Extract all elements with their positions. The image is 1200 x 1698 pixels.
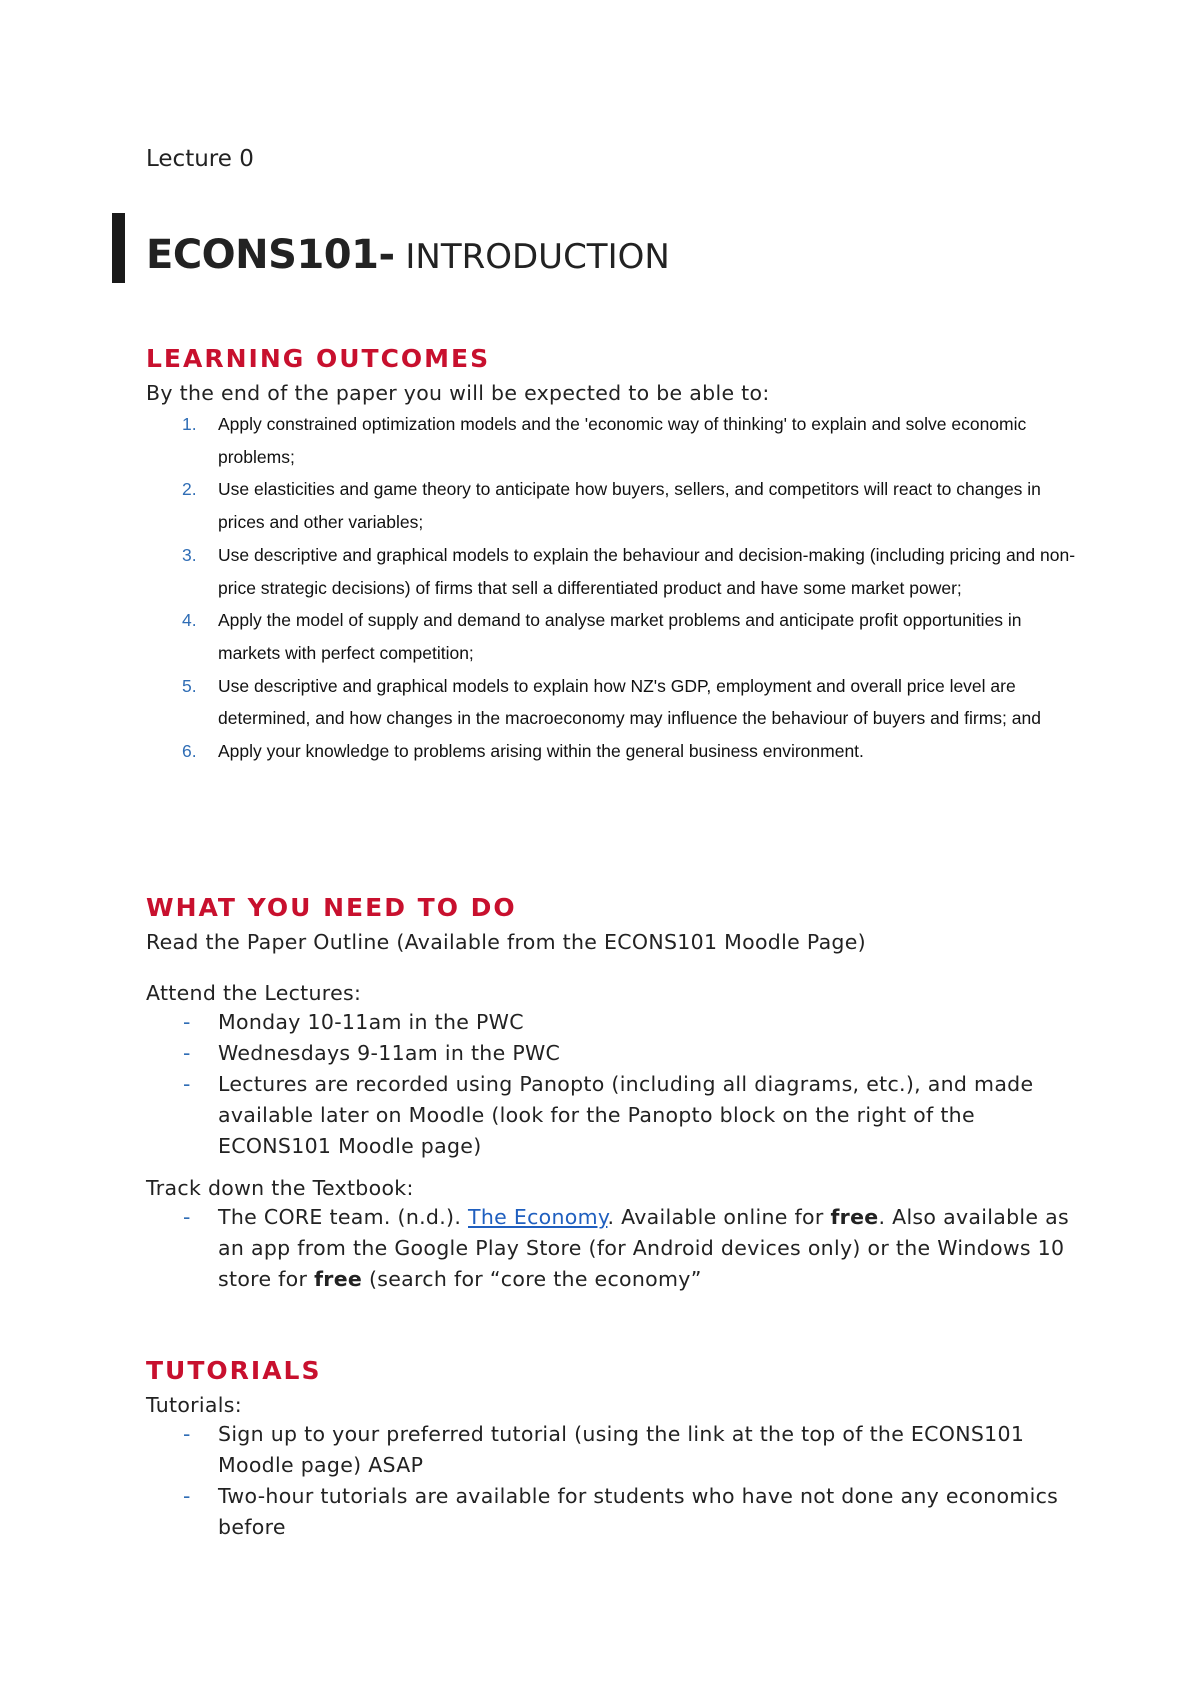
list-item-text: Use descriptive and graphical models to explain how NZ's GDP, employment and overall price level are determined, and how changes in the macroeconomy may influence the behaviour of buyers and firms; and [218,675,1041,729]
attend-lectures-label: Attend the Lectures: [146,981,362,1005]
tutorials-heading: TUTORIALS [146,1356,322,1385]
tutorials-label: Tutorials: [146,1393,242,1417]
list-item [146,735,1076,768]
paper-outline-text: Read the Paper Outline (Available from the ECONS101 Moodle Page) [146,930,866,954]
list-item-text: Apply the model of supply and demand to analyse market problems and anticipate profit opportunities in markets with perfect competition; [218,610,1022,663]
dash-marker: - [183,1010,191,1034]
dash-marker: - [183,1072,191,1096]
title-accent-bar [112,213,125,283]
dash-marker: - [183,1422,191,1446]
list-item-text: Wednesdays 9-11am in the PWC [218,1041,561,1065]
list-item [146,1481,1086,1543]
list-item-text: Lectures are recorded using Panopto (including all diagrams, etc.), and made available later on Moodle (look for the Panopto block on the right of the ECONS101 Moodle page) [218,1072,1034,1158]
list-item [146,1419,1086,1481]
dash-marker: - [183,1205,191,1229]
learning-outcomes-heading: LEARNING OUTCOMES [146,344,491,373]
list-number: 6. [182,741,197,762]
list-number: 2. [182,479,197,500]
list-number: 5. [182,675,197,696]
what-to-do-heading: WHAT YOU NEED TO DO [146,893,517,922]
list-item-text: Two-hour tutorials are available for students who have not done any economics before [218,1484,1059,1539]
list-number: 3. [182,544,197,565]
lecture-label: Lecture 0 [146,146,254,172]
title-course-code: ECONS101- [146,232,395,278]
textbook-list [146,1202,1086,1295]
list-item-text: Monday 10-11am in the PWC [218,1010,524,1034]
lectures-list [146,1007,1086,1162]
list-item [146,408,1076,473]
list-item-text: Use descriptive and graphical models to explain the behaviour and decision-making (including pricing and non-price strategic decisions) of firms that sell a differentiated product and have some market power; [218,544,1076,598]
list-number: 4. [182,610,197,631]
dash-marker: - [183,1484,191,1508]
textbook-middle-2: . Also available as an app from the Google Play Store (for Android devices only) or the Windows 10 store for [218,1205,1069,1291]
list-item-text: Use elasticities and game theory to anticipate how buyers, sellers, and competitors will react to changes in prices and other variables; [218,479,1041,533]
list-item [146,604,1076,669]
list-item [146,1038,1086,1069]
free-emphasis: free [830,1205,879,1229]
textbook-suffix: (search for “core the economy” [362,1267,702,1291]
list-item [146,473,1076,538]
list-number: 1. [182,414,197,434]
list-item [146,1069,1086,1162]
title-subtitle: INTRODUCTION [394,237,670,277]
learning-outcomes-list [146,408,1076,768]
textbook-prefix: The CORE team. (n.d.). [218,1205,468,1229]
list-item-text: Sign up to your preferred tutorial (using the link at the top of the ECONS101 Moodle page) ASAP [218,1422,1025,1477]
tutorials-list [146,1419,1086,1543]
list-item-text: Apply constrained optimization models and the 'economic way of thinking' to explain and solve economic problems; [218,414,1027,467]
free-emphasis: free [314,1267,363,1291]
list-item [146,539,1076,604]
textbook-middle: . Available online for [607,1205,831,1229]
the-economy-link[interactable]: The Economy [468,1205,608,1229]
page-title [146,232,670,278]
learning-outcomes-intro: By the end of the paper you will be expected to be able to: [146,381,770,405]
textbook-label: Track down the Textbook: [146,1176,414,1200]
dash-marker: - [183,1041,191,1065]
list-item-text: Apply your knowledge to problems arising within the general business environment. [218,741,864,762]
list-item [146,1202,1086,1295]
list-item [146,670,1076,735]
list-item [146,1007,1086,1038]
